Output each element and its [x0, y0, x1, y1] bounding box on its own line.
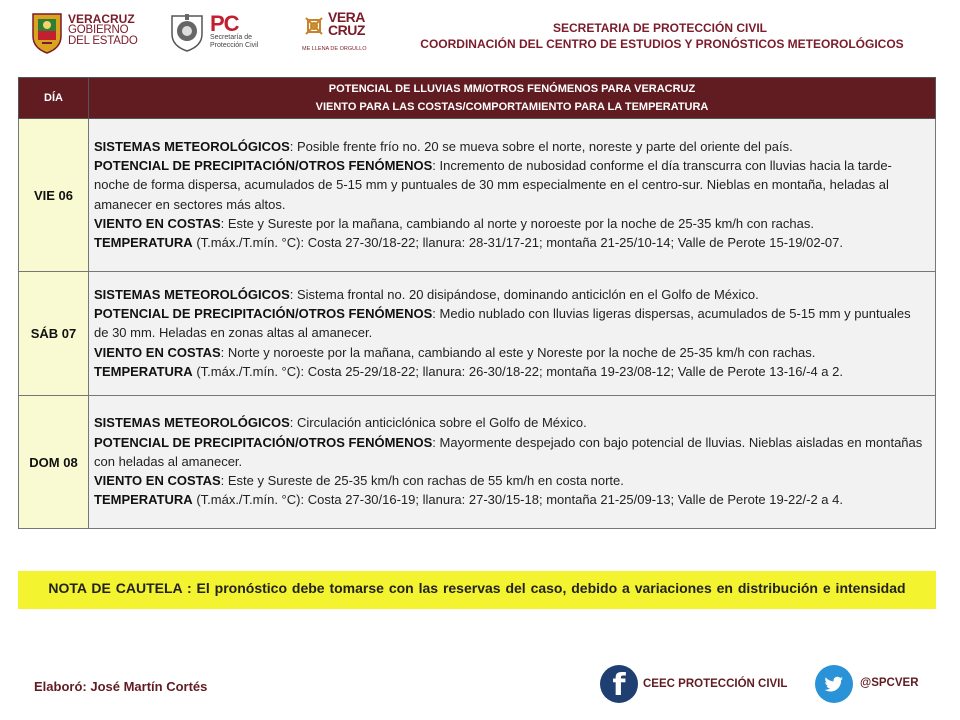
agency-department: COORDINACIÓN DEL CENTRO DE ESTUDIOS Y PRONÓSTICOS METEOROLÓGICOS — [420, 37, 904, 51]
wind-label: VIENTO EN COSTAS — [94, 215, 221, 231]
veracruz-logo-line3: DEL ESTADO — [68, 35, 138, 47]
wind-label: VIENTO EN COSTAS — [94, 344, 221, 360]
pc-shield-icon — [170, 12, 204, 52]
table-row — [19, 396, 936, 529]
caution-note: NOTA DE CAUTELA : El pronóstico debe tomarse con las reservas del caso, debido a variaciones en distribución e intensidad — [18, 571, 936, 609]
systems-text: Sistema frontal no. 20 disipándose, dominando anticiclón en el Golfo de México. — [296, 286, 759, 302]
temp-line: TEMPERATURA (T.máx./T.mín. °C): Costa 27-30/18-22; llanura: 28-31/17-21; montaña 21-25/10-14; Valle de Perote 15-19/02-07. — [94, 234, 843, 250]
author-credit: Elaboró: José Martín Cortés — [34, 679, 208, 694]
precip-text: Mayormente despejado con bajo potencial de lluvias. Nieblas aisladas en montañas con heladas al amanecer. — [94, 434, 923, 469]
wind-line: VIENTO EN COSTAS: Norte y noroeste por la mañana, cambiando al este y Noreste por la noche de 25-35 km/h con rachas. — [94, 344, 816, 360]
facebook-link[interactable]: CEEC PROTECCIÓN CIVIL — [643, 678, 788, 690]
day-cell: DOM 08 — [19, 396, 89, 529]
systems-text: Posible frente frío no. 20 se mueva sobre el norte, noreste y parte del oriente del país. — [296, 138, 793, 154]
veracruz-government-logo — [30, 10, 160, 58]
temp-label: TEMPERATURA — [94, 363, 193, 379]
veracruz-logo-line1: VERACRUZ — [68, 12, 135, 26]
precip-line: POTENCIAL DE PRECIPITACIÓN/OTROS FENÓMENOS: Incremento de nubosidad conforme el día transcurra con lluvias hacia la tarde-noche de forma dispersa, acumulados de 5-15 mm y puntuales de 30 mm especialmente en el centro-sur. Nieblas en montaña, heladas al amanecer en sectores más altos. — [94, 158, 892, 212]
proteccion-civil-logo — [168, 10, 296, 58]
temp-label: TEMPERATURA — [94, 234, 193, 250]
systems-text: Circulación anticiclónica sobre el Golfo de México. — [296, 415, 587, 431]
veracruz-logo-line2: GOBIERNO — [68, 24, 129, 36]
systems-line: SISTEMAS METEOROLÓGICOS: Sistema frontal no. 20 disipándose, dominando anticiclón en el Golfo de México. — [94, 286, 759, 302]
column-header-forecast — [89, 78, 936, 119]
temp-label: TEMPERATURA — [94, 492, 193, 508]
temp-line: TEMPERATURA (T.máx./T.mín. °C): Costa 27-30/16-19; llanura: 27-30/15-18; montaña 21-25/09-13; Valle de Perote 19-22/-2 a 4. — [94, 492, 843, 508]
facebook-icon[interactable]: f — [600, 665, 638, 703]
precip-text: Medio nublado con lluvias ligeras dispersas, acumulados de 5-15 mm y puntuales de 30 mm. Heladas en zonas altas al amanecer. — [94, 306, 911, 341]
pc-logo-subtitle: Secretaría de Protección Civil — [210, 34, 259, 49]
state-crest-icon — [30, 10, 64, 54]
wind-line: VIENTO EN COSTAS: Este y Sureste de 25-35 km/h con rachas de 55 km/h en costa norte. — [94, 473, 624, 489]
vc-knot-icon — [302, 14, 326, 38]
forecast-cell — [89, 272, 936, 396]
forecast-table — [18, 77, 936, 529]
wind-line: VIENTO EN COSTAS: Este y Sureste por la mañana, cambiando al norte y noroeste por la noche de 25-35 km/h con rachas. — [94, 215, 814, 231]
wind-text: Este y Sureste por la mañana, cambiando al norte y noroeste por la noche de 25-35 km/h con rachas. — [227, 215, 814, 231]
systems-line: SISTEMAS METEOROLÓGICOS: Circulación anticiclónica sobre el Golfo de México. — [94, 415, 587, 431]
temp-text: Costa 27-30/16-19; llanura: 27-30/15-18; montaña 21-25/09-13; Valle de Perote 19-22/-2 a 4. — [307, 492, 843, 508]
temp-unit: (T.máx./T.mín. °C) — [192, 492, 301, 508]
agency-title — [400, 20, 920, 52]
twitter-icon[interactable] — [815, 665, 853, 703]
vc-logo-line1: VERA — [328, 9, 365, 25]
temp-unit: (T.máx./T.mín. °C) — [192, 363, 301, 379]
wind-text: Este y Sureste de 25-35 km/h con rachas de 55 km/h en costa norte. — [227, 473, 624, 489]
table-header-row — [19, 78, 936, 119]
precip-line: POTENCIAL DE PRECIPITACIÓN/OTROS FENÓMENOS: Mayormente despejado con bajo potencial de lluvias. Nieblas aisladas en montañas con heladas al amanecer. — [94, 434, 923, 469]
pc-logo-title: PC — [210, 11, 239, 36]
precip-line: POTENCIAL DE PRECIPITACIÓN/OTROS FENÓMENOS: Medio nublado con lluvias ligeras dispersas, acumulados de 5-15 mm y puntuales de 30 mm. Heladas en zonas altas al amanecer. — [94, 306, 911, 341]
day-cell: SÁB 07 — [19, 272, 89, 396]
column-header-day: DÍA — [19, 78, 89, 119]
veracruz-logo-text — [68, 14, 138, 47]
temp-unit: (T.máx./T.mín. °C) — [192, 234, 301, 250]
wind-text: Norte y noroeste por la mañana, cambiando al este y Noreste por la noche de 25-35 km/h con rachas. — [227, 344, 816, 360]
temp-line: TEMPERATURA (T.máx./T.mín. °C): Costa 25-29/18-22; llanura: 26-30/18-22; montaña 19-23/08-12; Valle de Perote 13-16/-4 a 2. — [94, 363, 843, 379]
forecast-header-line1: POTENCIAL DE LLUVIAS MM/OTROS FENÓMENOS PARA VERACRUZ — [328, 83, 696, 95]
temp-text: Costa 27-30/18-22; llanura: 28-31/17-21; montaña 21-25/10-14; Valle de Perote 15-19/02-07. — [307, 234, 843, 250]
table-row — [19, 119, 936, 272]
veracruz-me-llena-de-orgullo-logo — [302, 10, 386, 58]
precip-label: POTENCIAL DE PRECIPITACIÓN/OTROS FENÓMENOS — [94, 434, 433, 450]
precip-label: POTENCIAL DE PRECIPITACIÓN/OTROS FENÓMENOS — [94, 158, 433, 174]
day-cell: VIE 06 — [19, 119, 89, 272]
systems-label: SISTEMAS METEOROLÓGICOS — [94, 138, 290, 154]
precip-text: Incremento de nubosidad conforme el día transcurra con lluvias hacia la tarde-noche de forma dispersa, acumulados de 5-15 mm y puntuales de 30 mm especialmente en el centro-sur. Nieblas en montaña, heladas al amanecer en sectores más altos. — [94, 158, 892, 212]
precip-label: POTENCIAL DE PRECIPITACIÓN/OTROS FENÓMENOS — [94, 306, 433, 322]
wind-label: VIENTO EN COSTAS — [94, 473, 221, 489]
systems-label: SISTEMAS METEOROLÓGICOS — [94, 415, 290, 431]
systems-label: SISTEMAS METEOROLÓGICOS — [94, 286, 290, 302]
vc-logo-line2: CRUZ — [328, 22, 365, 38]
twitter-link[interactable]: @SPCVER — [860, 677, 919, 689]
forecast-header-line2: VIENTO PARA LAS COSTAS/COMPORTAMIENTO PARA LA TEMPERATURA — [315, 101, 709, 113]
agency-name: SECRETARIA DE PROTECCIÓN CIVIL — [552, 21, 767, 35]
page-header — [0, 0, 960, 64]
temp-text: Costa 25-29/18-22; llanura: 26-30/18-22; montaña 19-23/08-12; Valle de Perote 13-16/-4 a 2. — [307, 363, 843, 379]
twitter-bird-icon — [815, 665, 853, 703]
systems-line: SISTEMAS METEOROLÓGICOS: Posible frente frío no. 20 se mueva sobre el norte, noreste y parte del oriente del país. — [94, 138, 793, 154]
table-row — [19, 272, 936, 396]
vc-logo-title — [328, 11, 365, 37]
vc-logo-tagline: ME LLENA DE ORGULLO — [302, 46, 367, 52]
forecast-cell — [89, 119, 936, 272]
forecast-cell — [89, 396, 936, 529]
